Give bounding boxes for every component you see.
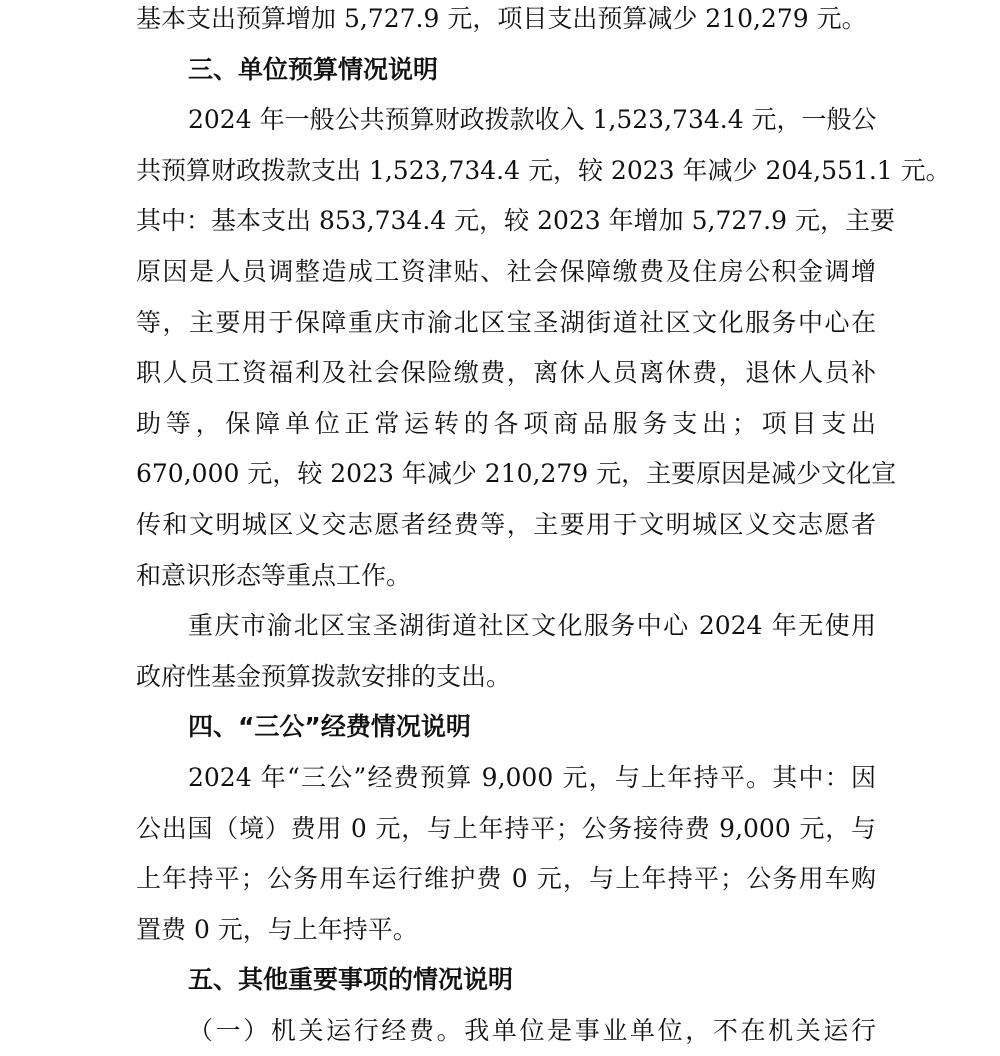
body-text-line: 上年持平；公务用车运行维护费 0 元，与上年持平；公务用车购 xyxy=(136,864,876,894)
body-text-line: 传和文明城区义交志愿者经费等，主要用于文明城区义交志愿者 xyxy=(136,509,876,539)
body-text-line: 共预算财政拨款支出 1,523,734.4 元，较 2023 年减少 204,551.1 元。 xyxy=(136,155,951,185)
body-text-line: 置费 0 元，与上年持平。 xyxy=(136,914,418,944)
section-heading-other-matters: 五、其他重要事项的情况说明 xyxy=(188,965,514,995)
paragraph-government-fund xyxy=(136,601,876,702)
body-text-line: 政府性基金预算拨款安排的支出。 xyxy=(136,661,512,691)
paragraph-three-public-expenses xyxy=(136,753,876,955)
body-text-line: 基本支出预算增加 5,727.9 元，项目支出预算减少 210,279 元。 xyxy=(136,4,867,33)
body-text-line: 等，主要用于保障重庆市渝北区宝圣湖街道社区文化服务中心在 xyxy=(136,307,876,337)
body-text-line: 670,000 元，较 2023 年减少 210,279 元，主要原因是减少文化宣 xyxy=(136,459,897,489)
body-text-line: 2024 年一般公共预算财政拨款收入 1,523,734.4 元，一般公 xyxy=(188,105,877,135)
body-text-line: 重庆市渝北区宝圣湖街道社区文化服务中心 2024 年无使用 xyxy=(188,611,876,641)
document-page xyxy=(136,0,951,1056)
body-text-line: 原因是人员调整造成工资津贴、社会保障缴费及住房公积金调增 xyxy=(136,256,876,286)
body-text-line: 和意识形态等重点工作。 xyxy=(136,560,412,590)
body-text-line: （一）机关运行经费。我单位是事业单位，不在机关运行 xyxy=(188,1015,876,1045)
body-text-line: 助等，保障单位正常运转的各项商品服务支出；项目支出 xyxy=(136,408,876,438)
section-heading-three-public-expenses: 四、“三公”经费情况说明 xyxy=(188,712,471,742)
body-text-line: 2024 年“三公”经费预算 9,000 元，与上年持平。其中：因 xyxy=(188,762,876,792)
body-text-line: 公出国（境）费用 0 元，与上年持平；公务接待费 9,000 元，与 xyxy=(136,813,876,843)
body-text-line: 其中：基本支出 853,734.4 元，较 2023 年增加 5,727.9 元，主要 xyxy=(136,206,895,236)
paragraph-agency-operating-costs xyxy=(136,1006,876,1056)
body-text-line: 职人员工资福利及社会保险缴费，离休人员离休费，退休人员补 xyxy=(136,358,876,388)
paragraph-general-budget xyxy=(136,95,951,601)
section-heading-unit-budget: 三、单位预算情况说明 xyxy=(188,54,439,84)
